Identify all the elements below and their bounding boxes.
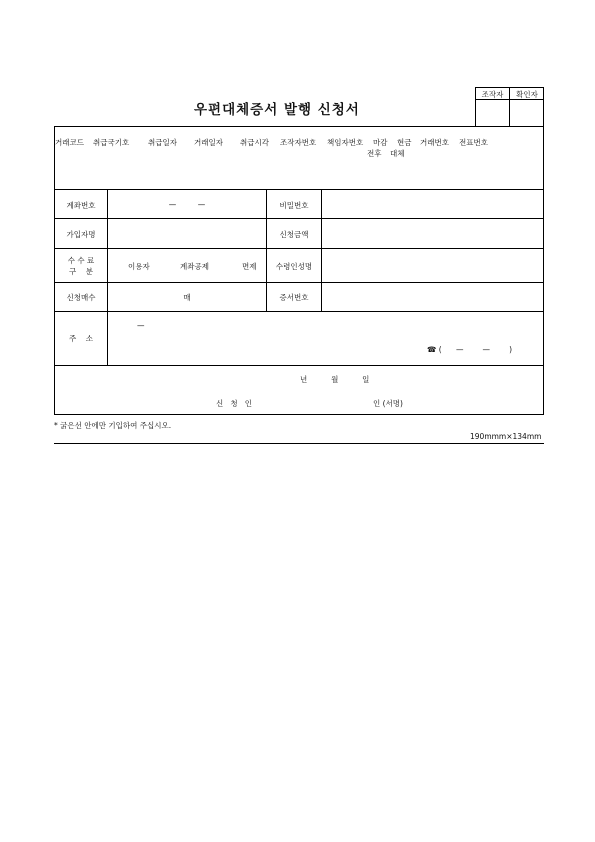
fee-option-exempt[interactable]: 면제 (242, 262, 257, 271)
label-before-after: 전후 (367, 149, 382, 158)
phone-field[interactable]: ☎ ( — — ) (427, 345, 513, 354)
recipient-name-field[interactable] (322, 249, 543, 282)
date-line[interactable]: 년 월 일 (300, 375, 370, 384)
account-no-field[interactable]: — — (168, 200, 206, 209)
label-trade-no: 거래번호 (420, 138, 449, 147)
certificate-no-field[interactable] (322, 283, 543, 311)
amount-field[interactable] (322, 219, 543, 248)
seal-signature[interactable]: 인 (서명) (373, 399, 403, 408)
label-fee-type-1: 수 수 료 (67, 256, 95, 265)
form-title: 우편대체증서 발행 신청서 (194, 102, 360, 118)
bottom-rule (54, 443, 544, 444)
label-amount: 신청금액 (279, 230, 309, 239)
label-password: 비밀번호 (279, 201, 309, 210)
request-count-unit[interactable]: 매 (183, 293, 191, 302)
fee-option-user[interactable]: 이용자 (128, 262, 150, 271)
label-cash: 현금 (397, 138, 412, 147)
label-recipient-name: 수령인성명 (275, 262, 313, 271)
label-trade-date: 거래일자 (194, 138, 223, 147)
label-trade-code: 거래코드 (55, 138, 84, 147)
label-subscriber-name: 가입자명 (66, 230, 96, 239)
label-fee-type-2: 구 분 (68, 267, 94, 276)
label-account-no: 계좌번호 (66, 201, 96, 210)
row-divider (54, 365, 544, 366)
label-office-code: 취급국기호 (93, 138, 130, 147)
applicant-label: 신 청 인 (216, 399, 253, 408)
label-operator-no: 조작자번호 (280, 138, 317, 147)
label-substitute: 대체 (390, 149, 405, 158)
size-note: 190mmm×134mm (470, 432, 542, 441)
address-field[interactable] (108, 312, 543, 342)
approval-checker-label: 확인자 (516, 90, 538, 99)
label-slip-no: 전표번호 (459, 138, 488, 147)
postcode-dash: — (137, 321, 145, 330)
subscriber-name-field[interactable] (108, 219, 266, 248)
approval-operator-label: 조작자 (481, 90, 504, 99)
fill-instruction-note: * 굵은선 안에만 기입하여 주십시오. (54, 421, 172, 430)
label-address: 주 소 (68, 334, 94, 343)
label-handling-time: 취급시각 (240, 138, 269, 147)
fee-option-account-deduction[interactable]: 계좌공제 (180, 262, 209, 271)
label-handling-date: 취급일자 (148, 138, 177, 147)
label-request-count: 신청매수 (66, 293, 96, 302)
password-field[interactable] (322, 190, 543, 218)
label-responsible-no: 책임자번호 (327, 138, 364, 147)
label-certificate-no: 증서번호 (279, 293, 309, 302)
label-deadline: 마감 (373, 138, 388, 147)
